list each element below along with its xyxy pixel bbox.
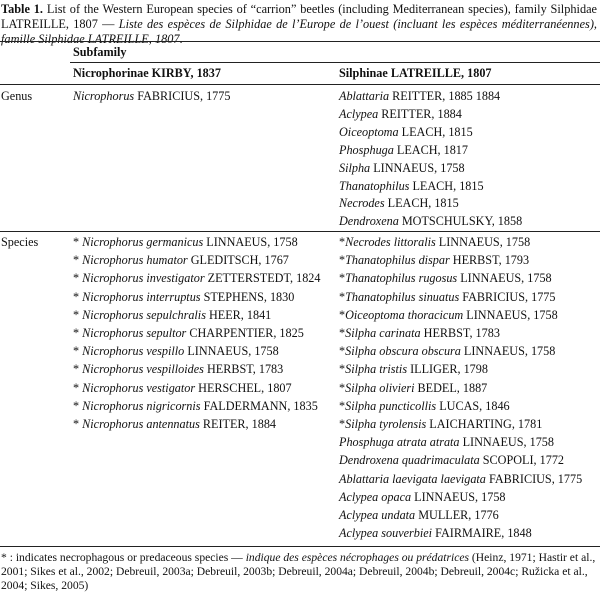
taxon-entry: [339, 434, 554, 450]
taxon-entry: [73, 252, 289, 268]
taxon-authority: MULLER, 1776: [415, 508, 499, 522]
taxon-authority: CHARPENTIER, 1825: [186, 326, 304, 340]
taxon-authority: FAIRMAIRE, 1848: [432, 526, 532, 541]
taxon-name: Ablattaria: [339, 89, 390, 103]
predator-mark: *: [73, 235, 83, 249]
taxon-entry: [339, 160, 465, 176]
footnote-refs: (Heinz, 1971; Hastir et al., 2001; Sikes et al., 2002; Debreuil, 2003a; Debreuil, 2003b; Debreuil, 2004a; Debreuil, 2004b; Debreuil, 2004c; Ružicka et al., 2004; Sikes, 2005): [1, 551, 596, 592]
taxon-entry: [339, 307, 558, 323]
taxon-name: Nicrophorus sepultor: [82, 326, 187, 340]
taxon-entry: [339, 343, 555, 359]
taxon-entry: [73, 343, 279, 359]
taxon-entry: [339, 195, 459, 211]
taxon-authority: LEACH, 1817: [393, 142, 468, 157]
taxon-authority: LEACH, 1815: [409, 178, 484, 193]
taxon-authority: ZETTERSTEDT, 1824: [204, 271, 321, 286]
taxon-name: Oiceoptoma: [339, 124, 399, 139]
taxon-name: Silpha carinata: [345, 326, 421, 340]
predator-mark: *: [339, 417, 346, 431]
taxon-authority: HERBST, 1783: [420, 326, 500, 340]
taxon-name: Thanatophilus: [339, 178, 410, 193]
predator-mark: *: [73, 326, 83, 340]
taxon-name: Nicrophorus antennatus: [82, 417, 200, 431]
predator-mark: *: [73, 253, 83, 268]
taxon-name: Thanatophilus dispar: [345, 253, 450, 268]
taxon-authority: REITER, 1884: [199, 417, 277, 431]
taxon-name: Thanatophilus sinuatus: [345, 289, 460, 304]
predator-mark: *: [339, 398, 346, 413]
taxon-entry: [339, 489, 506, 505]
taxon-authority: LINNAEUS, 1758: [435, 235, 531, 249]
taxon-name: Silpha tristis: [345, 362, 408, 377]
taxon-name: Silpha olivieri: [345, 380, 415, 395]
predator-mark: *: [73, 417, 83, 431]
predator-mark: *: [73, 344, 83, 359]
taxon-entry: [73, 307, 271, 323]
taxon-authority: FABRICIUS, 1775: [485, 471, 583, 486]
taxon-entry: [73, 380, 292, 396]
top-rule: [0, 41, 600, 42]
taxon-entry: [339, 507, 499, 523]
caption-text-fr: Liste des espèces de Silphidae de l’Europe de l’ouest (incluant les espèces méditerranéennes), famille Silphidae LATREILLE, 1807: [1, 17, 597, 46]
predator-mark: *: [339, 380, 346, 395]
genus-label: Genus: [1, 89, 33, 103]
taxon-authority: HERSCHEL, 1807: [195, 380, 292, 395]
predator-mark: *: [339, 271, 346, 286]
taxon-entry: [339, 416, 542, 432]
header-rule: [0, 84, 600, 85]
taxon-entry: [73, 88, 230, 104]
taxon-name: Nicrophorus vespilloides: [82, 362, 204, 377]
taxon-name: Nicrophorus investigator: [82, 271, 205, 286]
taxon-entry: [339, 234, 530, 250]
predator-mark: *: [73, 289, 83, 304]
taxon-authority: STEPHENS, 1830: [200, 289, 295, 304]
footnote-french: indique des espèces nécrophages ou prédatrices: [245, 551, 470, 564]
predator-mark: *: [339, 235, 346, 249]
genus-species-rule: [0, 231, 600, 232]
taxon-authority: FABRICIUS, 1775: [459, 289, 556, 304]
taxon-name: Necrodes: [339, 196, 385, 211]
taxon-name: Silpha tyrolensis: [345, 417, 427, 431]
species-label: Species: [1, 235, 39, 249]
taxon-authority: LINNAEUS, 1758: [411, 489, 506, 504]
taxon-authority: LINNAEUS, 1758: [370, 160, 465, 175]
taxon-authority: GLEDITSCH, 1767: [187, 253, 289, 268]
taxon-authority: LEACH, 1815: [398, 124, 473, 139]
taxon-authority: LINNAEUS, 1758: [203, 235, 298, 249]
taxon-authority: LINNAEUS, 1758: [460, 344, 556, 359]
taxon-entry: [73, 361, 283, 377]
taxon-authority: LINNAEUS, 1758: [459, 435, 554, 450]
taxon-entry: [339, 361, 488, 377]
taxon-name: Nicrophorus interruptus: [82, 289, 201, 304]
predator-mark: *: [339, 253, 346, 268]
taxon-entry: [339, 252, 529, 268]
predator-mark: *: [73, 380, 83, 395]
predator-mark: *: [73, 307, 83, 322]
taxon-name: Phosphuga atrata atrata: [339, 435, 460, 450]
taxon-authority: FALDERMANN, 1835: [200, 398, 318, 413]
taxon-authority: HERBST, 1793: [449, 253, 530, 268]
taxon-entry: [339, 471, 582, 487]
taxon-entry: [339, 525, 532, 541]
footnote-lead: * : indicates necrophagous or predaceous species —: [1, 551, 246, 564]
predator-mark: *: [73, 362, 83, 377]
subfamily-header: Subfamily: [73, 45, 127, 59]
taxon-authority: REITTER, 1884: [378, 106, 462, 121]
taxon-name: Nicrophorus germanicus: [82, 235, 204, 249]
taxon-authority: LINNAEUS, 1758: [463, 307, 558, 322]
predator-mark: *: [339, 362, 346, 377]
taxon-entry: [339, 452, 564, 468]
taxon-name: Oiceoptoma thoracicum: [345, 307, 464, 322]
taxon-authority: HERBST, 1783: [203, 362, 284, 377]
taxon-authority: MOTSCHULSKY, 1858: [398, 214, 523, 229]
bottom-rule: [0, 546, 600, 547]
subfamily-rule: [70, 62, 600, 63]
predator-mark: *: [73, 271, 83, 286]
taxon-entry: [339, 325, 500, 341]
taxon-entry: [339, 178, 484, 194]
taxon-name: Ablattaria laevigata laevigata: [339, 471, 486, 486]
taxon-entry: [339, 398, 510, 414]
taxon-authority: LINNAEUS, 1758: [184, 344, 279, 359]
taxon-name: Nicrophorus nigricornis: [82, 398, 201, 413]
caption-text-en: List of the Western European species of “carrion” beetles (including Mediterranean species), family Silphidae LATREILLE, 1807 —: [1, 2, 598, 31]
taxon-name: Necrodes littoralis: [345, 235, 436, 249]
taxon-entry: [73, 270, 320, 286]
caption-end: .: [179, 32, 183, 46]
taxon-name: Nicrophorus humator: [82, 253, 188, 268]
silphinae-header: Silphinae LATREILLE, 1807: [339, 66, 492, 80]
taxon-name: Thanatophilus rugosus: [345, 271, 458, 286]
taxon-authority: LEACH, 1815: [384, 196, 459, 211]
taxon-name: Nicrophorus: [73, 89, 135, 103]
taxon-authority: REITTER, 1885 1884: [389, 89, 501, 103]
taxon-entry: [73, 325, 304, 341]
taxon-name: Aclypea undata: [339, 508, 416, 522]
taxon-authority: LUCAS, 1846: [436, 398, 510, 413]
taxon-name: Silpha puncticollis: [345, 398, 437, 413]
taxon-entry: [339, 106, 462, 122]
taxon-name: Dendroxena quadrimaculata: [339, 453, 480, 468]
taxon-name: Silpha obscura obscura: [345, 344, 461, 359]
taxon-entry: [339, 124, 473, 140]
taxon-name: Nicrophorus vestigator: [82, 380, 196, 395]
taxon-entry: [339, 88, 500, 104]
caption-label: Table 1.: [1, 2, 43, 16]
predator-mark: *: [339, 344, 346, 359]
taxon-entry: [339, 270, 552, 286]
taxon-name: Dendroxena: [339, 214, 399, 229]
table-footnote: [1, 551, 597, 593]
taxon-name: Aclypea souverbiei: [339, 526, 433, 541]
predator-mark: *: [73, 398, 83, 413]
taxon-authority: LAICHARTING, 1781: [426, 417, 543, 431]
taxon-entry: [339, 289, 555, 305]
taxon-entry: [73, 416, 276, 432]
taxon-entry: [73, 398, 318, 414]
taxon-name: Silpha: [339, 160, 371, 175]
taxon-entry: [339, 142, 468, 158]
nicrophorinae-header: Nicrophorinae KIRBY, 1837: [73, 66, 221, 80]
taxon-entry: [339, 213, 522, 229]
taxon-entry: [73, 289, 294, 305]
taxon-name: Phosphuga: [339, 142, 394, 157]
taxon-name: Aclypea: [339, 106, 379, 121]
predator-mark: *: [339, 289, 346, 304]
taxon-authority: SCOPOLI, 1772: [479, 453, 565, 468]
taxon-name: Aclypea opaca: [339, 489, 412, 504]
predator-mark: *: [339, 326, 346, 340]
taxon-authority: FABRICIUS, 1775: [134, 89, 231, 103]
taxon-name: Nicrophorus vespillo: [82, 344, 185, 359]
predator-mark: *: [339, 307, 346, 322]
taxon-authority: ILLIGER, 1798: [407, 362, 488, 377]
taxon-authority: BEDEL, 1887: [414, 380, 488, 395]
taxon-entry: [73, 234, 298, 250]
taxon-authority: HEER, 1841: [205, 307, 272, 322]
taxon-authority: LINNAEUS, 1758: [457, 271, 552, 286]
taxon-name: Nicrophorus sepulchralis: [82, 307, 206, 322]
taxon-entry: [339, 380, 487, 396]
